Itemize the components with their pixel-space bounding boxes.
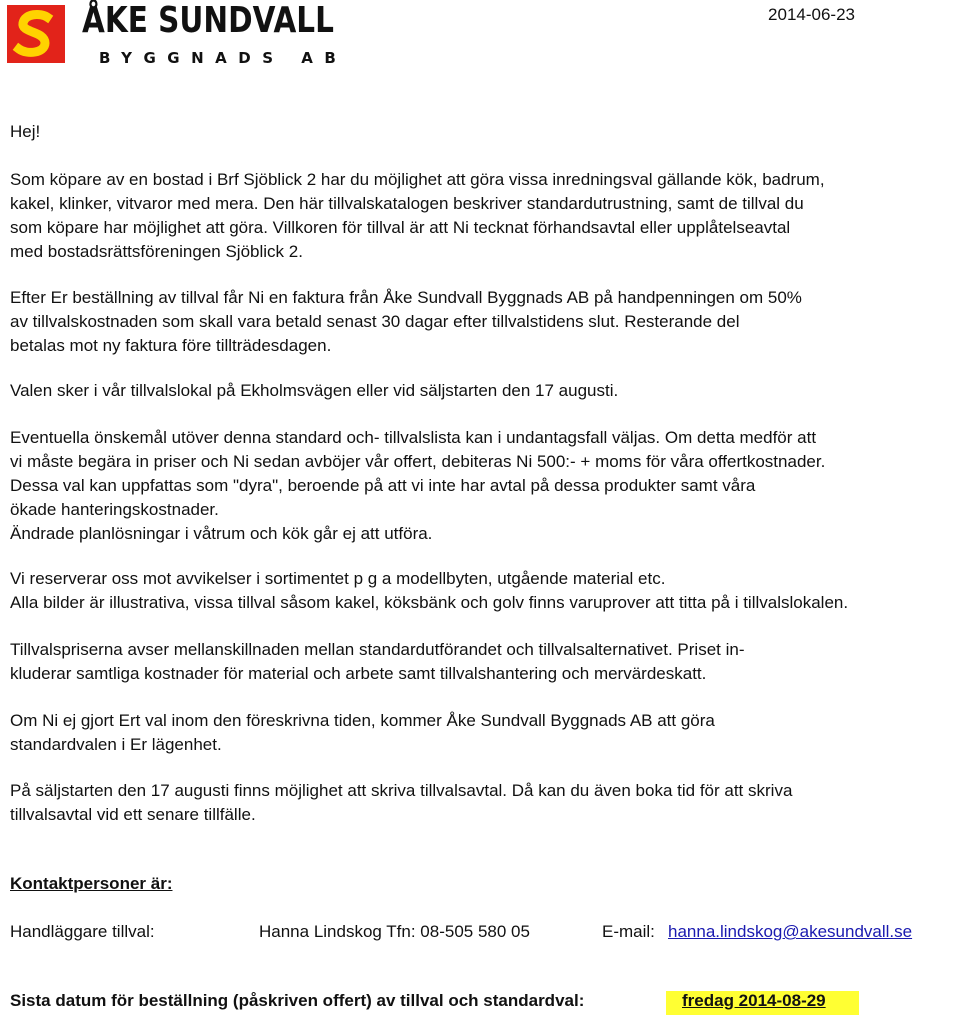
paragraph-line: kluderar samtliga kostnader för material och arbete samt tillvalshantering och mervärdeskatt. (10, 664, 707, 683)
contacts-heading: Kontaktpersoner är: (10, 874, 173, 893)
deadline-label: Sista datum för beställning (påskriven offert) av tillval och standardval: (10, 991, 585, 1010)
logo-s-icon (7, 5, 65, 63)
paragraph-line: betalas mot ny faktura före tillträdesdagen. (10, 336, 332, 355)
letter-date: 2014-06-23 (768, 5, 855, 24)
logo-wordmark: ÅKE SUNDVALL (82, 0, 334, 41)
paragraph-line: Som köpare av en bostad i Brf Sjöblick 2 har du möjlighet att göra vissa inredningsval gällande kök, badrum, (10, 170, 825, 189)
paragraph-sales-start (10, 779, 955, 827)
contact-role: Handläggare tillval: (10, 922, 155, 941)
paragraph-line: med bostadsrättsföreningen Sjöblick 2. (10, 242, 303, 261)
paragraph-line: kakel, klinker, vitvaror med mera. Den här tillvalskatalogen beskriver standardutrustning, samt de tillval du (10, 194, 804, 213)
contact-name-phone: Hanna Lindskog Tfn: 08-505 580 05 (259, 922, 530, 941)
paragraph-location (10, 379, 955, 403)
paragraph-intro (10, 168, 955, 264)
paragraph-line: Valen sker i vår tillvalslokal på Ekholmsvägen eller vid säljstarten den 17 augusti. (10, 381, 619, 400)
paragraph-line: Eventuella önskemål utöver denna standard och- tillvalslista kan i undantagsfall väljas. Om detta medför att (10, 428, 817, 447)
paragraph-invoice (10, 286, 955, 358)
contact-email-link[interactable]: hanna.lindskog@akesundvall.se (668, 922, 913, 941)
paragraph-line: Efter Er beställning av tillval får Ni en faktura från Åke Sundvall Byggnads AB på handpenningen om 50% (10, 288, 802, 307)
paragraph-line: standardvalen i Er lägenhet. (10, 735, 222, 754)
deadline-date-highlight: fredag 2014-08-29 (666, 991, 859, 1015)
paragraph-default-choice (10, 709, 955, 757)
paragraph-line: Dessa val kan uppfattas som "dyra", beroende på att vi inte har avtal på dessa produkter samt våra (10, 476, 756, 495)
paragraph-line: vi måste begära in priser och Ni sedan avböjer vår offert, debiteras Ni 500:- + moms för våra offertkostnader. (10, 452, 826, 471)
contact-email-label: E-mail: (602, 922, 655, 941)
paragraph-line: tillvalsavtal vid ett senare tillfälle. (10, 805, 256, 824)
paragraph-line: Om Ni ej gjort Ert val inom den föreskrivna tiden, kommer Åke Sundvall Byggnads AB att göra (10, 711, 715, 730)
paragraph-line: Tillvalspriserna avser mellanskillnaden mellan standardutförandet och tillvalsalternativet. Priset in- (10, 640, 745, 659)
greeting-text: Hej! (10, 122, 41, 141)
paragraph-line: På säljstarten den 17 augusti finns möjlighet att skriva tillvalsavtal. Då kan du även boka tid för att skriva (10, 781, 793, 800)
greeting (10, 120, 955, 144)
paragraph-line: ökade hanteringskostnader. (10, 500, 219, 519)
paragraph-requests (10, 426, 955, 546)
paragraph-line: Alla bilder är illustrativa, vissa tillval såsom kakel, köksbänk och golv finns varuprover att titta på i tillvalslokalen. (10, 593, 849, 612)
logo-subtitle: BYGGNADS AB (99, 49, 348, 67)
paragraph-line: av tillvalskostnaden som skall vara betald senast 30 dagar efter tillvalstidens slut. Resterande del (10, 312, 740, 331)
paragraph-line: som köpare har möjlighet att göra. Villkoren för tillval är att Ni tecknat förhandsavtal eller upplåtelseavtal (10, 218, 791, 237)
paragraph-reservations (10, 567, 955, 615)
company-logo (7, 0, 348, 67)
paragraph-line: Ändrade planlösningar i våtrum och kök går ej att utföra. (10, 524, 433, 543)
paragraph-line: Vi reserverar oss mot avvikelser i sortimentet p g a modellbyten, utgående material etc. (10, 569, 666, 588)
paragraph-pricing (10, 638, 955, 686)
